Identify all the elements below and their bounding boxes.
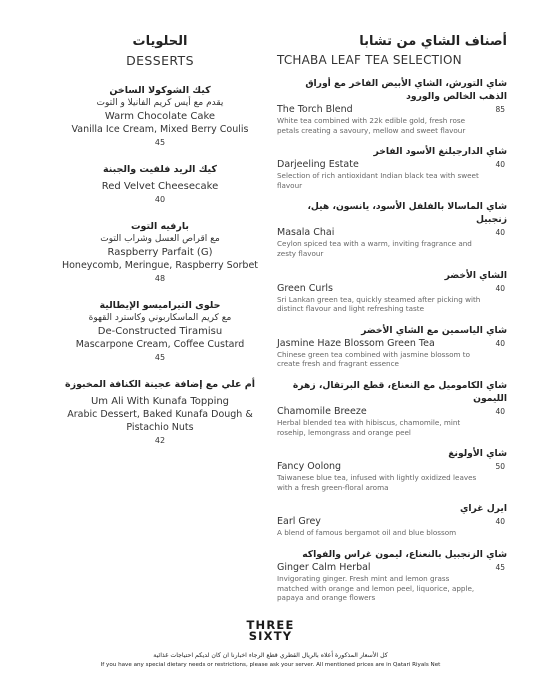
tea-item bbox=[277, 447, 507, 492]
dessert-description: Vanilla Ice Cream, Mixed Berry Coulis bbox=[71, 124, 249, 135]
tea-description: Chinese green tea combined with jasmine blossom to create fresh and fragrant essence bbox=[277, 349, 470, 369]
tea-price: 40 bbox=[495, 406, 505, 416]
desserts-title: DESSERTS bbox=[126, 53, 194, 68]
dessert-description: Honeycomb, Meringue, Raspberry Sorbet bbox=[61, 260, 259, 271]
logo-line-1: THREE bbox=[246, 618, 295, 632]
tea-name-arabic: شاي الياسمين مع الشاي الأخضر bbox=[361, 324, 507, 336]
dessert-description: Arabic Dessert, Baked Kunafa Dough & Pistachio Nuts bbox=[67, 409, 253, 433]
tea-item bbox=[277, 200, 507, 258]
dessert-description-arabic: يقدم مع أيس كريم الفانيلا و التوت bbox=[96, 98, 224, 108]
tea-name-arabic: شاي الزنجبيل بالنعناع، ليمون غراس والفواكه bbox=[302, 548, 507, 560]
dessert-price: 45 bbox=[154, 353, 166, 362]
tea-description: White tea combined with 22k edible gold, fresh rose petals creating a savoury, mellow and sweet flavour bbox=[277, 116, 466, 135]
dessert-name: Warm Chocolate Cake bbox=[104, 111, 216, 122]
tea-name: Masala Chai bbox=[277, 227, 335, 239]
tea-description: Ceylon spiced tea with a warm, inviting fragrance and zesty flavour bbox=[277, 239, 472, 258]
tea-name: Ginger Calm Herbal bbox=[277, 561, 371, 573]
dessert-description-arabic: مع كريم الماسكاربوني وكاسترد القهوة bbox=[88, 313, 232, 323]
dessert-item bbox=[60, 299, 260, 362]
tea-description: A blend of famous bergamot oil and blue blossom bbox=[277, 528, 457, 538]
tea-item bbox=[277, 145, 507, 190]
dessert-price: 42 bbox=[154, 436, 166, 445]
dessert-name: De-Constructed Tiramisu bbox=[97, 326, 223, 337]
tea-section bbox=[277, 34, 507, 603]
tea-name: Fancy Oolong bbox=[277, 461, 342, 473]
tea-name-arabic: شاي الأولونغ bbox=[448, 448, 507, 460]
dessert-name: Um Ali With Kunafa Topping bbox=[90, 396, 230, 407]
tea-name-arabic: ايرل غراي bbox=[459, 503, 507, 515]
dessert-price: 40 bbox=[154, 195, 166, 204]
tea-name: The Torch Blend bbox=[277, 104, 353, 115]
dessert-name-arabic: بارفيه التوت bbox=[131, 221, 189, 232]
dessert-name-arabic: حلوى التيراميسو الإيطالية bbox=[99, 300, 221, 311]
dessert-item bbox=[60, 163, 260, 204]
tea-item bbox=[277, 502, 507, 538]
tea-name-arabic: شاي الدارجيلنغ الأسود الفاخر bbox=[373, 146, 507, 158]
tea-description: Invigorating ginger. Fresh mint and lemon grass matched with orange and lemon peel, liquorice, apple, papaya and orange flowers bbox=[277, 573, 475, 603]
dessert-item bbox=[60, 378, 260, 445]
tea-price: 40 bbox=[495, 160, 505, 170]
dessert-item bbox=[60, 220, 260, 283]
tea-name-arabic: شاي الكاموميل مع النعناع، قطع البرتقال، زهرة الليمون bbox=[292, 379, 507, 404]
tea-name: Chamomile Breeze bbox=[277, 405, 367, 417]
three-sixty-logo bbox=[0, 620, 541, 644]
tea-price: 85 bbox=[495, 105, 505, 114]
tea-description: Herbal blended tea with hibiscus, chamomile, mint rosehip, lemongrass and orange peel bbox=[277, 417, 461, 437]
footer-note: If you have any special dietary needs or restrictions, please ask your server. All mentioned prices are in Qatari Riyals Net bbox=[100, 662, 441, 668]
tea-price: 45 bbox=[495, 562, 505, 572]
tea-item bbox=[277, 548, 507, 603]
tea-price: 40 bbox=[495, 228, 505, 238]
desserts-title-arabic: الحلويات bbox=[132, 34, 188, 49]
tea-name: Darjeeling Estate bbox=[277, 159, 359, 171]
tea-name-arabic: شاي الماسالا بالفلفل الأسود، يانسون، هيل، زنجبيل bbox=[307, 201, 507, 226]
tea-item bbox=[277, 379, 507, 437]
dessert-name: Raspberry Parfait (G) bbox=[107, 247, 213, 258]
tea-item bbox=[277, 77, 507, 135]
tea-name-arabic: الشاي الأخضر bbox=[444, 269, 507, 281]
dessert-description-arabic: مع اقراص العسل وشراب التوت bbox=[100, 234, 220, 244]
tea-price: 40 bbox=[495, 517, 505, 527]
dessert-price: 48 bbox=[154, 274, 166, 283]
dessert-price: 45 bbox=[154, 138, 166, 147]
tea-description: Sri Lankan green tea, quickly steamed after picking with distinct flavour and light refreshing taste bbox=[277, 294, 481, 314]
tea-name-arabic: شاي التورش، الشاي الأبيض الفاخر مع أوراق الذهب الخالص والورود bbox=[305, 78, 507, 102]
logo-line-2: SIXTY bbox=[248, 629, 293, 643]
tea-price: 50 bbox=[495, 462, 505, 472]
dessert-name-arabic: كيك الريد فلفيت والجبنة bbox=[103, 164, 217, 175]
footer-note-arabic: كل الأسعار المذكورة أعلاه بالريال القطري قطع الرجاء اخبارنا ان كان لديكم احتياجات غذائية bbox=[153, 652, 388, 659]
tea-item bbox=[277, 269, 507, 314]
dessert-name-arabic: كيك الشوكولا الساخن bbox=[109, 85, 211, 96]
tea-name: Jasmine Haze Blossom Green Tea bbox=[277, 337, 435, 349]
dessert-description: Mascarpone Cream, Coffee Custard bbox=[75, 339, 245, 350]
tea-title: TCHABA LEAF TEA SELECTION bbox=[277, 53, 462, 67]
tea-title-arabic: أصناف الشاي من تشابا bbox=[359, 34, 507, 49]
tea-description: Selection of rich antioxidant Indian black tea with sweet flavour bbox=[277, 171, 479, 190]
desserts-section bbox=[60, 34, 260, 445]
dessert-name: Red Velvet Cheesecake bbox=[101, 181, 219, 192]
tea-price: 40 bbox=[495, 283, 505, 293]
tea-name: Green Curls bbox=[277, 282, 333, 294]
tea-item bbox=[277, 324, 507, 369]
tea-price: 40 bbox=[495, 338, 505, 348]
tea-description: Taiwanese blue tea, infused with lightly oxidized leaves with a fresh green-floral aroma bbox=[277, 473, 477, 492]
dessert-name-arabic: أم علي مع إضافة عجينة الكنافة المخبوزة bbox=[65, 379, 255, 390]
dessert-item bbox=[60, 84, 260, 147]
tea-name: Earl Grey bbox=[277, 516, 321, 528]
